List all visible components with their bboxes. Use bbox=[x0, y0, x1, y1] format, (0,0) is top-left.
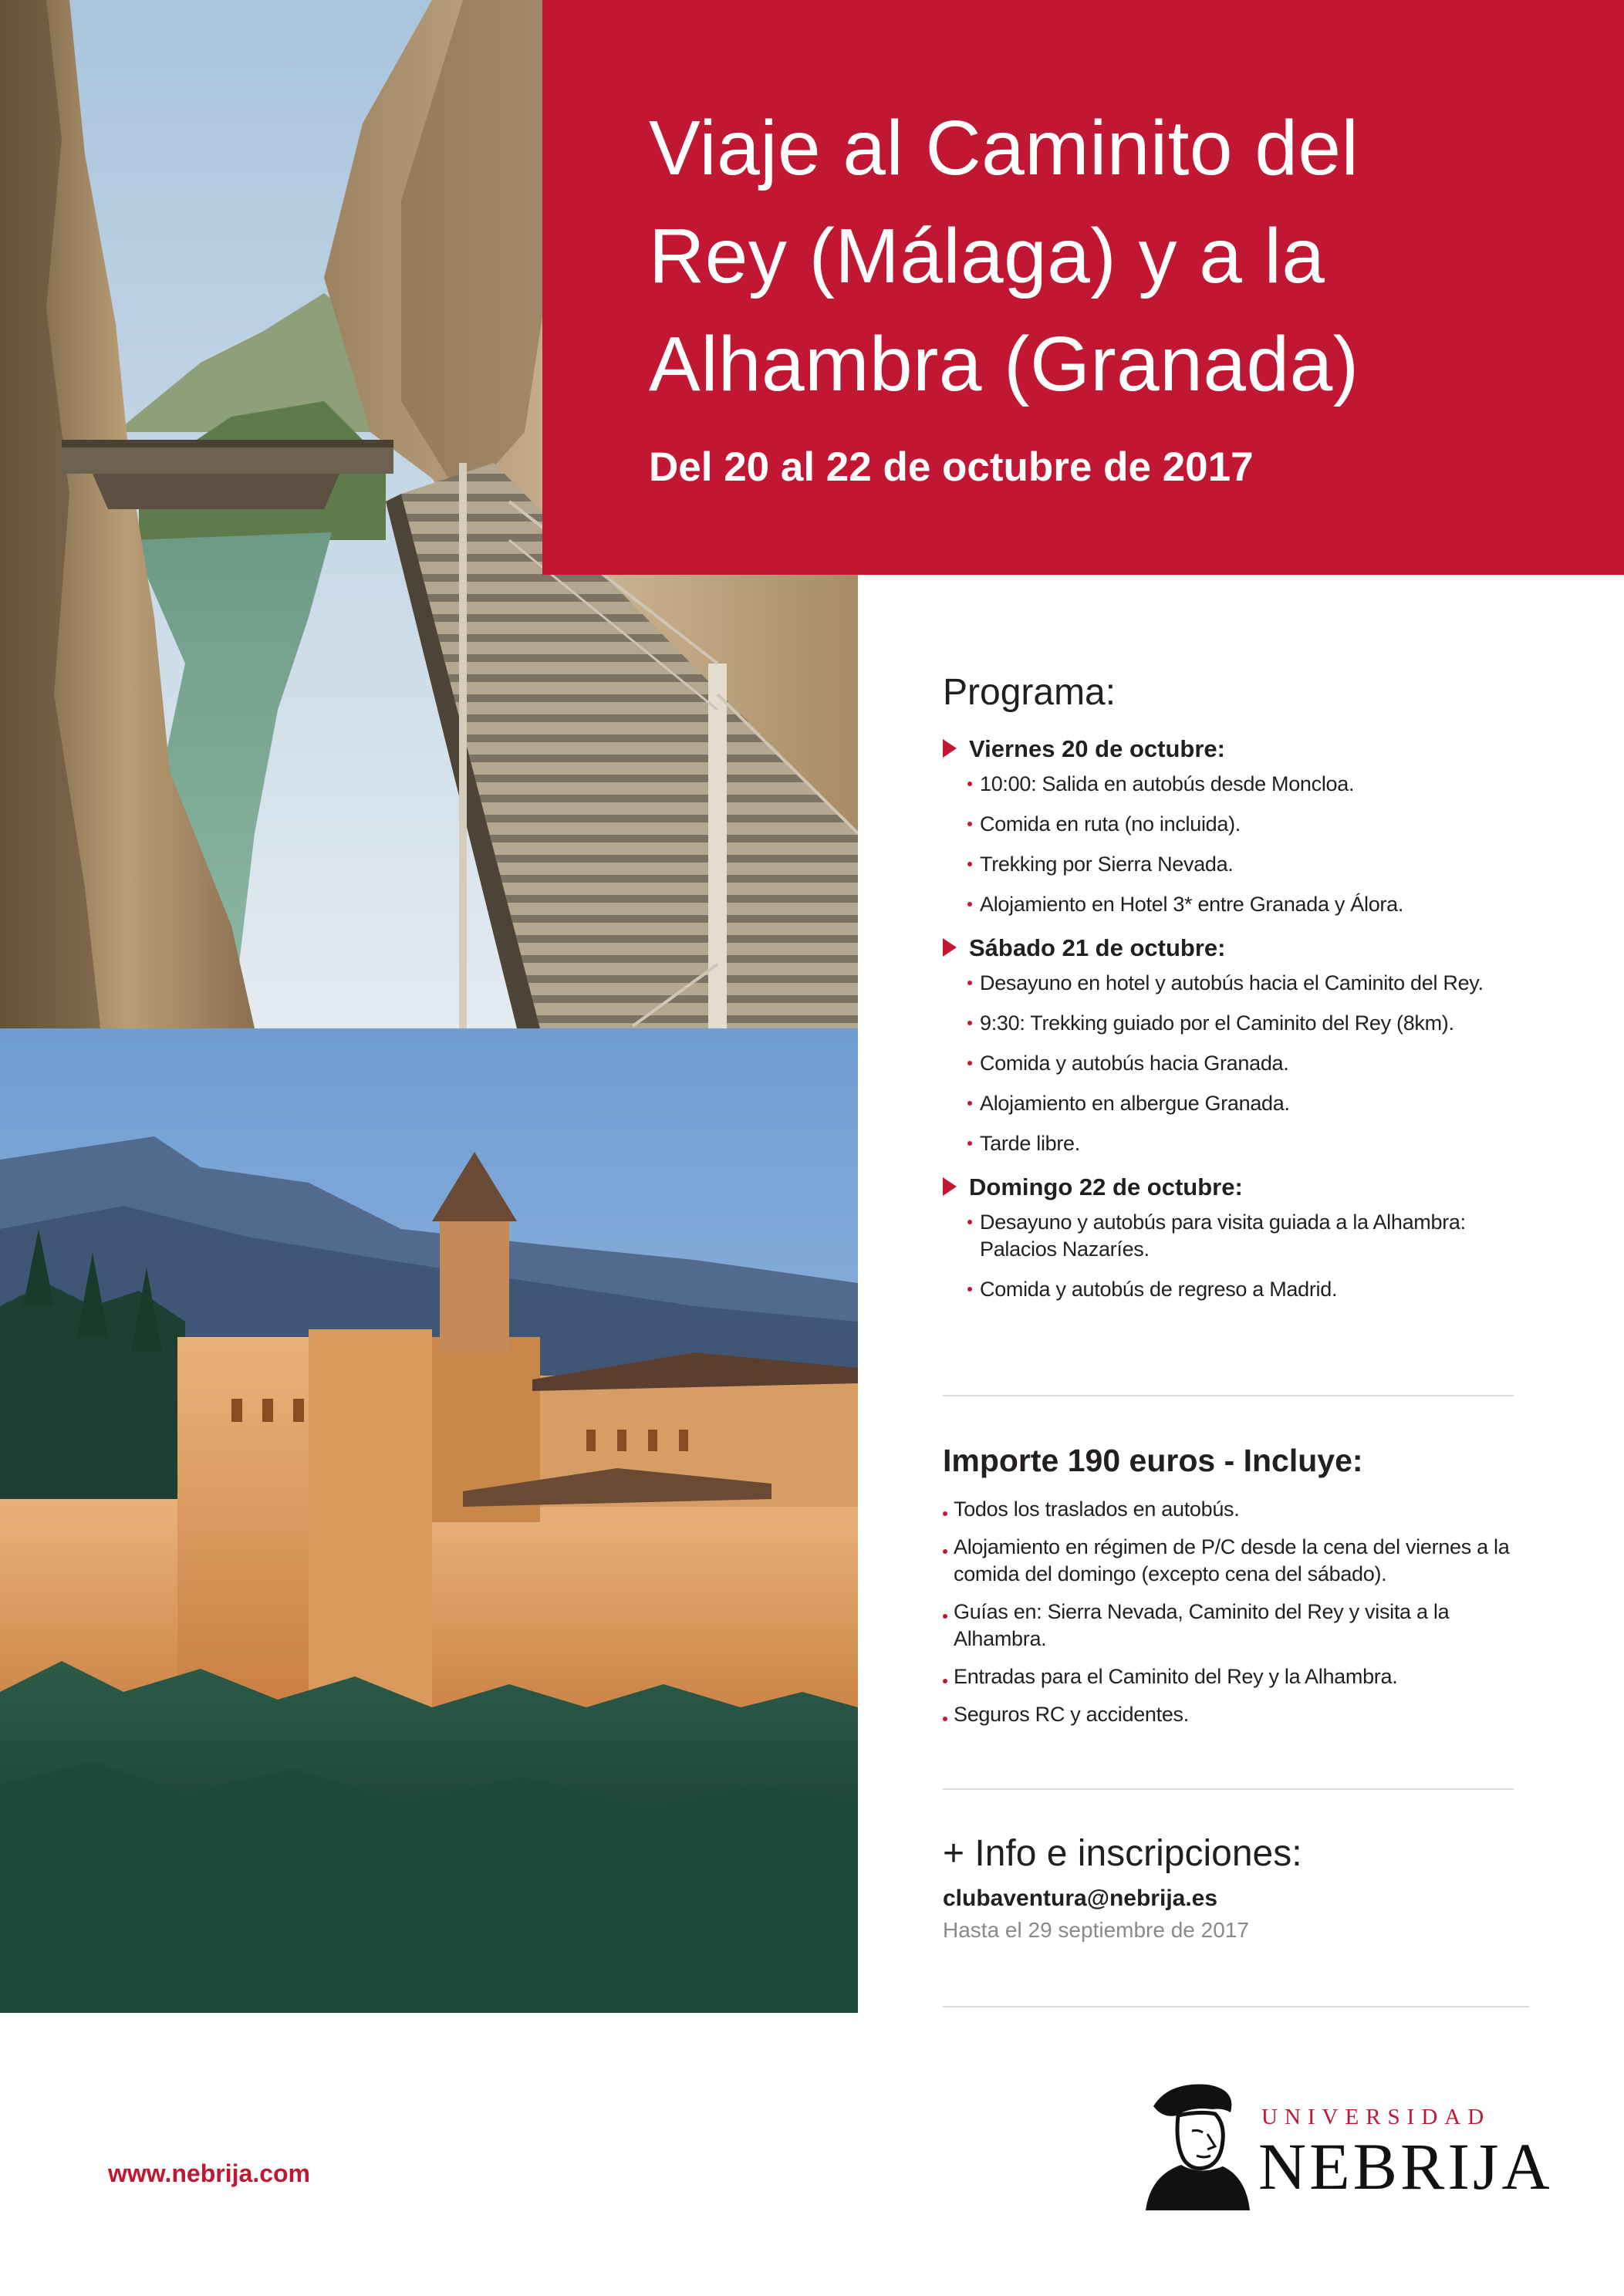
content-column bbox=[943, 671, 1583, 1316]
importe-section bbox=[943, 1443, 1529, 1739]
logo-nebrija-text: NEBRIJA bbox=[1258, 2129, 1553, 2203]
nebrija-logo[interactable] bbox=[1138, 2075, 1553, 2210]
page-title bbox=[649, 94, 1578, 418]
list-item: Guías en: Sierra Nevada, Caminito del Rey y visita a la Alhambra. bbox=[943, 1599, 1529, 1653]
day-item-list bbox=[943, 970, 1583, 1157]
title-line-2: Rey (Málaga) y a la bbox=[649, 213, 1325, 299]
red-triangle-icon bbox=[943, 1177, 957, 1196]
day-heading bbox=[943, 732, 1583, 766]
day-heading bbox=[943, 1170, 1583, 1204]
red-triangle-icon bbox=[943, 938, 957, 957]
list-item: Alojamiento en régimen de P/C desde la cena del viernes a la comida del domingo (excepto cena del sábado). bbox=[943, 1534, 1529, 1588]
list-item: Comida y autobús de regreso a Madrid. bbox=[967, 1276, 1523, 1303]
website-link[interactable]: www.nebrija.com bbox=[108, 2159, 310, 2187]
title-line-3: Alhambra (Granada) bbox=[649, 321, 1359, 407]
day-item-list bbox=[943, 1209, 1523, 1303]
day-heading-text: Domingo 22 de octubre: bbox=[969, 1173, 1243, 1200]
list-item: Todos los traslados en autobús. bbox=[943, 1496, 1529, 1523]
logo-universidad-text: UNIVERSIDAD bbox=[1261, 2105, 1491, 2129]
importe-heading: Importe 190 euros - Incluye: bbox=[943, 1443, 1363, 1478]
day-heading bbox=[943, 931, 1583, 965]
contact-email-link[interactable]: clubaventura@nebrija.es bbox=[943, 1886, 1218, 1911]
divider bbox=[943, 1788, 1514, 1790]
registration-deadline: Hasta el 29 septiembre de 2017 bbox=[943, 1918, 1249, 1942]
list-item: Comida y autobús hacia Granada. bbox=[967, 1050, 1583, 1077]
divider bbox=[943, 2006, 1529, 2007]
included-list bbox=[943, 1496, 1529, 1728]
day-heading-text: Viernes 20 de octubre: bbox=[969, 735, 1225, 762]
programa-heading: Programa: bbox=[943, 672, 1116, 713]
divider bbox=[943, 1395, 1514, 1396]
info-heading: + Info e inscripciones: bbox=[943, 1833, 1302, 1874]
list-item: Alojamiento en albergue Granada. bbox=[967, 1090, 1583, 1117]
list-item: Desayuno en hotel y autobús hacia el Caminito del Rey. bbox=[967, 970, 1583, 997]
list-item: Comida en ruta (no incluida). bbox=[967, 811, 1583, 838]
list-item: Entradas para el Caminito del Rey y la Alhambra. bbox=[943, 1663, 1529, 1690]
day-block-3 bbox=[943, 1170, 1583, 1303]
list-item: Desayuno y autobús para visita guiada a la Alhambra: Palacios Nazaríes. bbox=[967, 1209, 1523, 1263]
alhambra-photo bbox=[0, 1028, 858, 2013]
day-block-2 bbox=[943, 931, 1583, 1157]
day-heading-text: Sábado 21 de octubre: bbox=[969, 934, 1226, 961]
title-line-1: Viaje al Caminito del bbox=[649, 105, 1359, 191]
list-item: Alojamiento en Hotel 3* entre Granada y Álora. bbox=[967, 891, 1583, 918]
day-block-1 bbox=[943, 732, 1583, 918]
list-item: 9:30: Trekking guiado por el Caminito del Rey (8km). bbox=[967, 1010, 1583, 1037]
nebrija-portrait-icon bbox=[1138, 2075, 1254, 2210]
list-item: Tarde libre. bbox=[967, 1130, 1583, 1157]
day-item-list bbox=[943, 771, 1583, 918]
list-item: Seguros RC y accidentes. bbox=[943, 1701, 1529, 1728]
list-item: Trekking por Sierra Nevada. bbox=[967, 851, 1583, 878]
title-panel bbox=[542, 0, 1624, 575]
trip-dates: Del 20 al 22 de octubre de 2017 bbox=[649, 444, 1254, 490]
list-item: 10:00: Salida en autobús desde Moncloa. bbox=[967, 771, 1583, 798]
info-section bbox=[943, 1832, 1560, 1943]
red-triangle-icon bbox=[943, 739, 957, 758]
